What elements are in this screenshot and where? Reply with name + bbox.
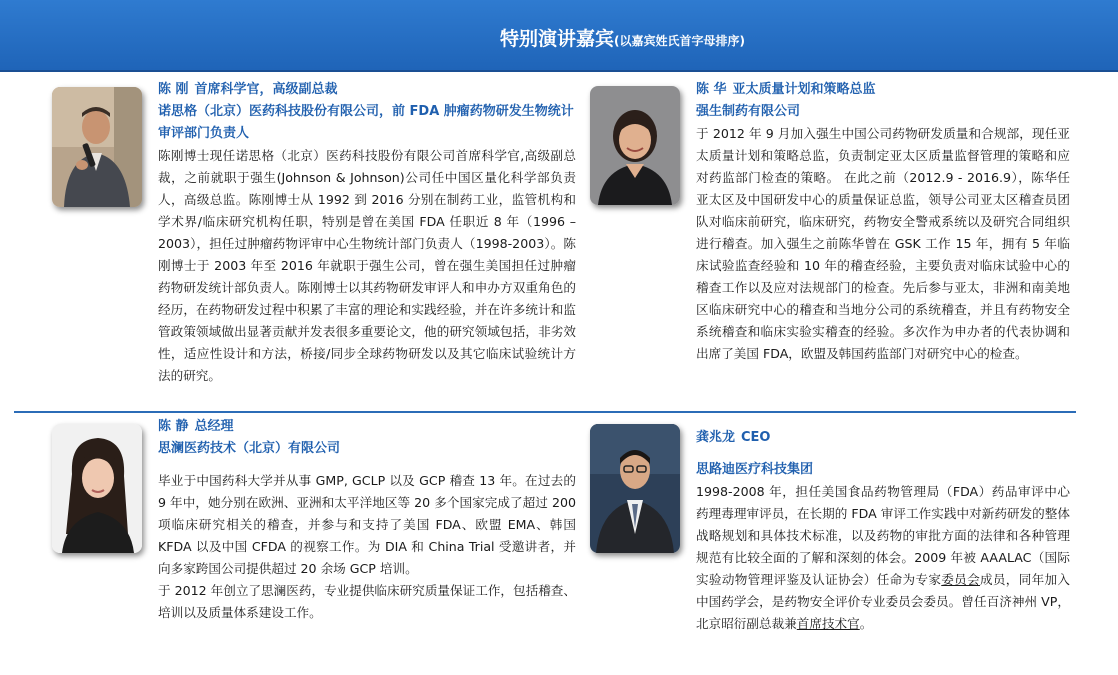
speaker-name-line	[696, 427, 1070, 449]
speaker-name-line	[158, 79, 576, 101]
speaker-bio-extra: 于 2012 年创立了思澜医药，专业提供临床研究质量保证工作，包括稽查、培训以及质量体系建设工作。	[158, 583, 576, 620]
speaker-card-chen-hua	[696, 79, 1070, 365]
speaker-name: 陈 静	[158, 419, 189, 434]
header-banner	[0, 0, 1118, 72]
speaker-title: 亚太质量计划和策略总监	[732, 82, 876, 97]
speaker-bio: 于 2012 年 9 月加入强生中国公司药物研发质量和合规部，现任亚太质量计划和策略总监，负责制定亚太区质量监督管理的策略和应对药监部门检查的策略。 在此之前（2012.9 - 2016.9），陈华任亚太区及中国研发中心的质量保证总监，领导公司亚太区稽查员团队对临床前研究，临床研究，药物安全警戒系统以及研究合同组织进行稽查。加入强生之前陈华曾在 GSK 工作 15 年，拥有 5 年临床试验监查经验和 10 年的稽查经验，主要负责对临床试验中心的稽查工作以及应对法规部门的检查。先后参与亚太，非洲和南美地区临床研究中心的稽查和当地分公司的系统稽查，并且有药物安全系统稽查和临床实验实稽查的经验。多次作为申办者的代表协调和出席了美国 FDA，欧盟及韩国药监部门对研究中心的检查。	[696, 126, 1070, 361]
section-divider	[14, 411, 1076, 413]
speaker-bio-part: 1998-2008 年，担任美国食品药物管理局（FDA）药品审评中心药理毒理审评员，在长期的 FDA 审评工作实践中对新药研发的整体战略规划和具体技术标准，以及药物的审批方面的法律和各种管理规范有比较全面的了解和深刻的体会。2009 年被 AAALAC（国际实验动物管理评鉴及认证协会）任命为专家	[696, 484, 1070, 587]
speaker-bio-underlined: 委员会	[941, 572, 980, 587]
speaker-organization: 强生制药有限公司	[696, 104, 801, 119]
speaker-name: 陈 华	[696, 82, 727, 97]
speaker-bio: 陈刚博士现任诺思格（北京）医药科技股份有限公司首席科学官,高级副总裁，之前就职于强生(Johnson & Johnson)公司任中国区量化科学部负责人，高级总监。陈刚博士从 1992 到 2016 分别在制药工业，监管机构和学术界/临床研究机构任职，特别是曾在美国 FDA 任职近 8 年（1996 – 2003），担任过肿瘤药物评审中心生物统计部门负责人（1998-2003）。陈刚博士于 2003 年至 2016 年就职于强生公司，曾在强生美国担任过肿瘤药物研发统计部负责人。陈刚博士以其药物研发审评人和申办方双重角色的经历，在药物研发过程中积累了丰富的理论和实践经验，并在许多统计和监管政策领域做出显著贡献并发表很多重要论文，他的研究领域包括，非劣效性，适应性设计和方法，桥接/同步全球药物研发以及其它临床试验统计方法的研究。	[158, 148, 576, 383]
speaker-title: CEO	[741, 430, 771, 445]
speaker-title: 首席科学官，高级副总裁	[194, 82, 338, 97]
speaker-photo-chen-gang	[52, 87, 142, 207]
speaker-name-line	[158, 416, 576, 438]
speaker-card-chen-jing	[158, 416, 576, 624]
page-title	[500, 24, 745, 51]
speaker-bio: 毕业于中国药科大学并从事 GMP, GCLP 以及 GCP 稽查 13 年。在过去的 9 年中，她分别在欧洲、亚洲和太平洋地区等 20 多个国家完成了超过 200 项临床研究相关的稽查，并参与和支持了美国 FDA、欧盟 EMA、韩国 KFDA 以及中国 CFDA 的视察工作。为 DIA 和 China Trial 受邀讲者，并向多家跨国公司提供超过 20 余场 GCP 培训。	[158, 473, 576, 576]
speaker-name: 龚兆龙	[696, 430, 736, 445]
speaker-card-gong-zhaolong	[696, 427, 1070, 635]
page-title-main: 特别演讲嘉宾	[500, 28, 615, 50]
speaker-bio-part: 成员，同年加入中国药学会，是药物安全评价专业委员会委员。曾任百济神州 VP，北京昭衍副总裁兼	[696, 572, 1071, 631]
speaker-card-chen-gang	[158, 79, 576, 387]
speaker-photo-chen-hua	[590, 86, 680, 205]
speaker-organization: 思路迪医疗科技集团	[696, 462, 814, 477]
speaker-organization: 思澜医药技术（北京）有限公司	[158, 441, 341, 456]
speaker-bio-part: 。	[859, 616, 873, 631]
speaker-bio	[696, 481, 1070, 635]
speaker-title: 总经理	[194, 419, 234, 434]
speaker-organization: 诺思格（北京）医药科技股份有限公司，前 FDA 肿瘤药物研发生物统计审评部门负责人	[158, 104, 574, 141]
speaker-photo-chen-jing	[52, 424, 142, 553]
speaker-name: 陈 刚	[158, 82, 189, 97]
speaker-name-line	[696, 79, 1070, 101]
speaker-photo-gong-zhaolong	[590, 424, 680, 553]
page-title-subtitle: (以嘉宾姓氏首字母排序)	[614, 34, 745, 48]
speaker-bio-underlined: 首席技术官	[796, 616, 860, 631]
